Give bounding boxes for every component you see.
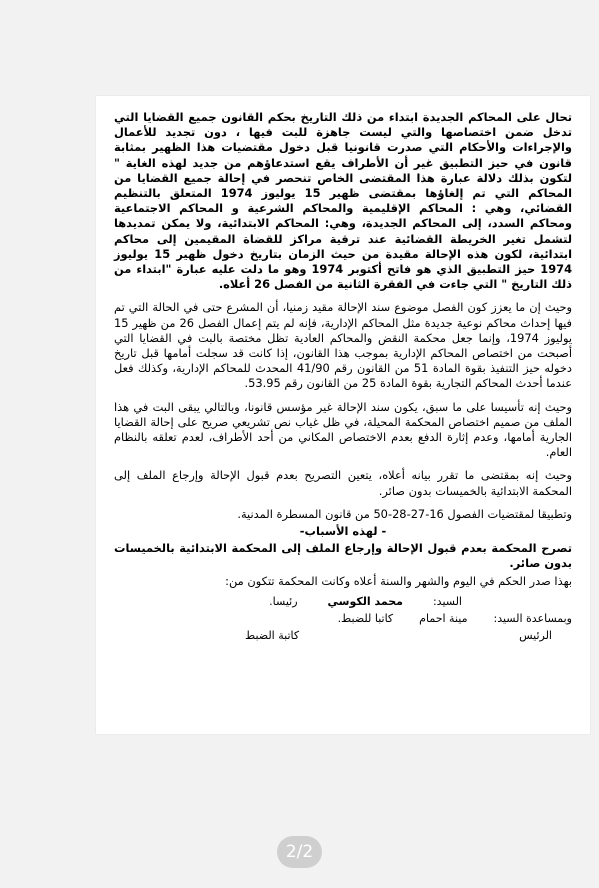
judge-name: محمد الكوسي — [327, 594, 403, 608]
closing-statement: بهذا صدر الحكم في اليوم والشهر والسنة أعلاه وكانت المحكمة تتكون من: — [225, 573, 572, 588]
signature-row-clerk — [114, 610, 572, 627]
ruling: تصرح المحكمة بعدم قبول الإحالة وإرجاع الملف إلى المحكمة الابتدائية بالخميسات بدون صائر. — [114, 541, 572, 571]
judge-role: رئيسا. — [269, 594, 298, 608]
clerk-role: كاتبا للضبط. — [337, 611, 394, 625]
paragraph-1: تحال على المحاكم الجديدة ابتداء من ذلك التاريخ بحكم القانون جميع القضايا التي تدخل ضمن اختصاصها والتي ليست جاهزة للبت فيها ، دون تجديد للأعمال والإجراءات والأحكام التي صدرت قانونيا قبل دخول مقتضيات هذا الظهير بمثابة قانون في حيز التطبيق غير أن الأطراف يقع استدعاؤهم من جديد لهذه الغاية " لتكون بذلك دلالة عبارة هذا المقتضى الخاص تنحصر في إحالة جميع القضايا من المحاكم التي تم إلغاؤها بمقتضى ظهير 15 يوليوز 1974 المتعلق بالتنظيم القضائي، وهي : المحاكم الإقليمية والمحاكم الشرعية و المحاكم الاجتماعية ومحاكم السدد، إلى المحاكم الجديدة، وهي: المحاكم الابتدائية، ولا يمكن تمديدها لتشمل تغير الخريطة القضائية عند ترقية مراكز للقضاة المقيمين إلى محاكم ابتدائية، لكون هذه الإحالة مقيدة من حيث الزمان بتاريخ دخول ظهير 15 يوليوز 1974 حيز التطبيق الذي هو فاتح أكتوبر 1974 وهو ما دلت عليه عبارة "ابتداء من ذلك التاريخ " التي جاءت في الفقرة الثانية من الفصل 26 أعلاه. — [114, 110, 572, 292]
judge-title: السيد: — [432, 594, 462, 608]
clerk-name: مينة احمام — [419, 611, 468, 625]
signature-row-judge — [114, 593, 572, 610]
page-indicator: 2/2 — [277, 836, 322, 868]
signature-row-bottom — [114, 627, 572, 644]
reasons-heading: - لهذه الأسباب- — [299, 524, 387, 539]
president-label: الرئيس — [519, 628, 552, 642]
paragraph-3: وحيث إنه تأسيسا على ما سبق، يكون سند الإحالة غير مؤسس قانونا، وبالتالي يبقى البت في هذا الملف من صميم اختصاص المحكمة المحيلة، في ظل غياب نص تشريعي صريح على إحالة القضايا الجارية أمامها، وعدم إثارة الدفع بعدم الاختصاص المكاني من أحد الأطراف، لعدم تعلقه بالنظام العام. — [114, 399, 572, 460]
clerk-title: وبمساعدة السيد: — [493, 611, 572, 625]
paragraph-4: وحيث إنه بمقتضى ما تقرر بيانه أعلاه، يتعين التصريح بعدم قبول الإحالة وإرجاع الملف إلى المحكمة الابتدائية بالخميسات بدون صائر. — [114, 468, 572, 498]
clerk-female-label: كاتبة الضبط — [245, 628, 300, 642]
paragraph-2: وحيث إن ما يعزز كون الفصل موضوع سند الإحالة مقيد زمنيا، أن المشرع حتى في الحالة التي تم فيها إحداث محاكم نوعية جديدة مثل المحاكم الإدارية، فإنه لم يتم إعمال الفصل 26 من ظهير 15 يوليوز 1974، وإنما جعل محكمة النقض والمحاكم العادية تظل مختصة بالبت في القضايا التي أصبحت من اختصاص المحاكم الإدارية بموجب هذا القانون، إذا كانت قد سجلت أمامها قبل تاريخ دخوله حيز التنفيذ بقوة المادة 51 من القانون رقم 41/90 المحدث للمحاكم الإدارية، وكذلك فعل عندما أحدث المحاكم التجارية بقوة المادة 25 من القانون رقم 53.95. — [114, 300, 573, 391]
document-page — [96, 96, 590, 734]
document-body — [114, 110, 572, 644]
legal-basis: وتطبيقا لمقتضيات الفصول 16-27-28-50 من قانون المسطرة المدنية. — [237, 506, 572, 521]
